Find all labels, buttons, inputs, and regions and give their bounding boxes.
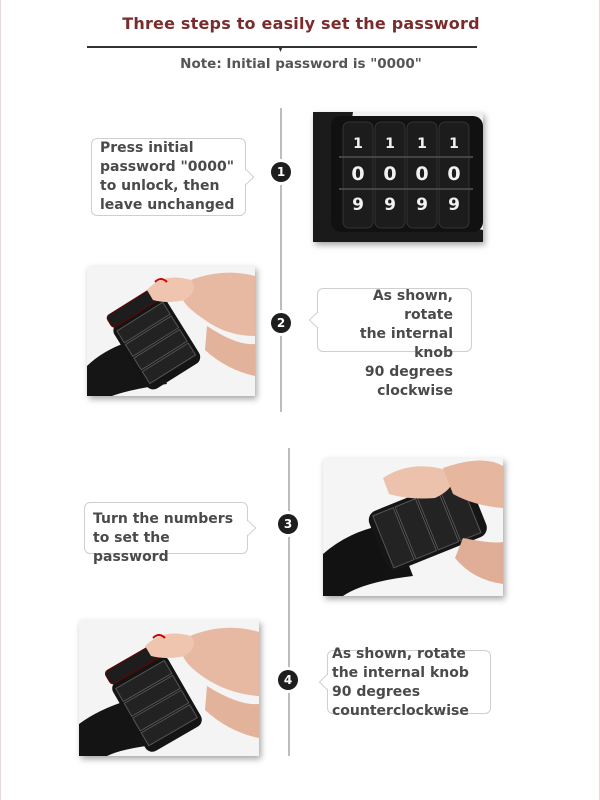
step-4-callout <box>327 646 491 719</box>
initial-password-note: Note: Initial password is "0000" <box>180 56 422 72</box>
dial-1-bottom: 9 <box>352 195 364 215</box>
dial-4-middle: 0 <box>447 163 461 185</box>
step-1-text: Press initial password "0000" to unlock, then leave unchanged <box>100 140 235 213</box>
step-3-text: Turn the numbers to set the password <box>93 511 234 565</box>
divider-pointer <box>278 46 283 52</box>
dial-2-top: 1 <box>385 136 395 152</box>
dial-2-bottom: 9 <box>384 195 396 215</box>
dial-3-bottom: 9 <box>416 195 428 215</box>
dial-1-middle: 0 <box>351 163 365 185</box>
dial-3-middle: 0 <box>415 163 429 185</box>
step-4-badge: 4 <box>278 670 298 690</box>
step-1-badge: 1 <box>271 162 291 182</box>
step-4-text: As shown, rotate the internal knob 90 degrees counterclockwise <box>332 646 469 719</box>
page-title: Three steps to easily set the password <box>122 14 480 33</box>
timeline-line-lower <box>288 448 290 756</box>
dial-4-bottom: 9 <box>448 195 460 215</box>
combination-lock-dials-photo <box>313 112 483 242</box>
step-3-badge: 3 <box>278 514 298 534</box>
hand-rotating-knob-photo <box>79 620 259 756</box>
step-3-callout <box>84 502 248 565</box>
step-2-badge: 2 <box>271 313 291 333</box>
dial-2-middle: 0 <box>383 163 397 185</box>
dial-3-top: 1 <box>417 136 427 152</box>
step-2-photo <box>87 266 255 396</box>
step-2-text: As shown, rotate the internal knob 90 degrees clockwise <box>359 288 453 399</box>
step-3-photo <box>323 458 503 596</box>
step-4-photo <box>79 620 259 756</box>
dial-1-top: 1 <box>353 136 363 152</box>
step-1-photo <box>313 112 483 242</box>
hand-rotating-knob-photo <box>87 266 255 396</box>
step-2-callout <box>317 288 472 399</box>
timeline-line-upper <box>280 108 282 412</box>
hand-turning-dials-photo <box>323 458 503 596</box>
step-1-callout <box>91 138 246 216</box>
dial-4-top: 1 <box>449 136 459 152</box>
